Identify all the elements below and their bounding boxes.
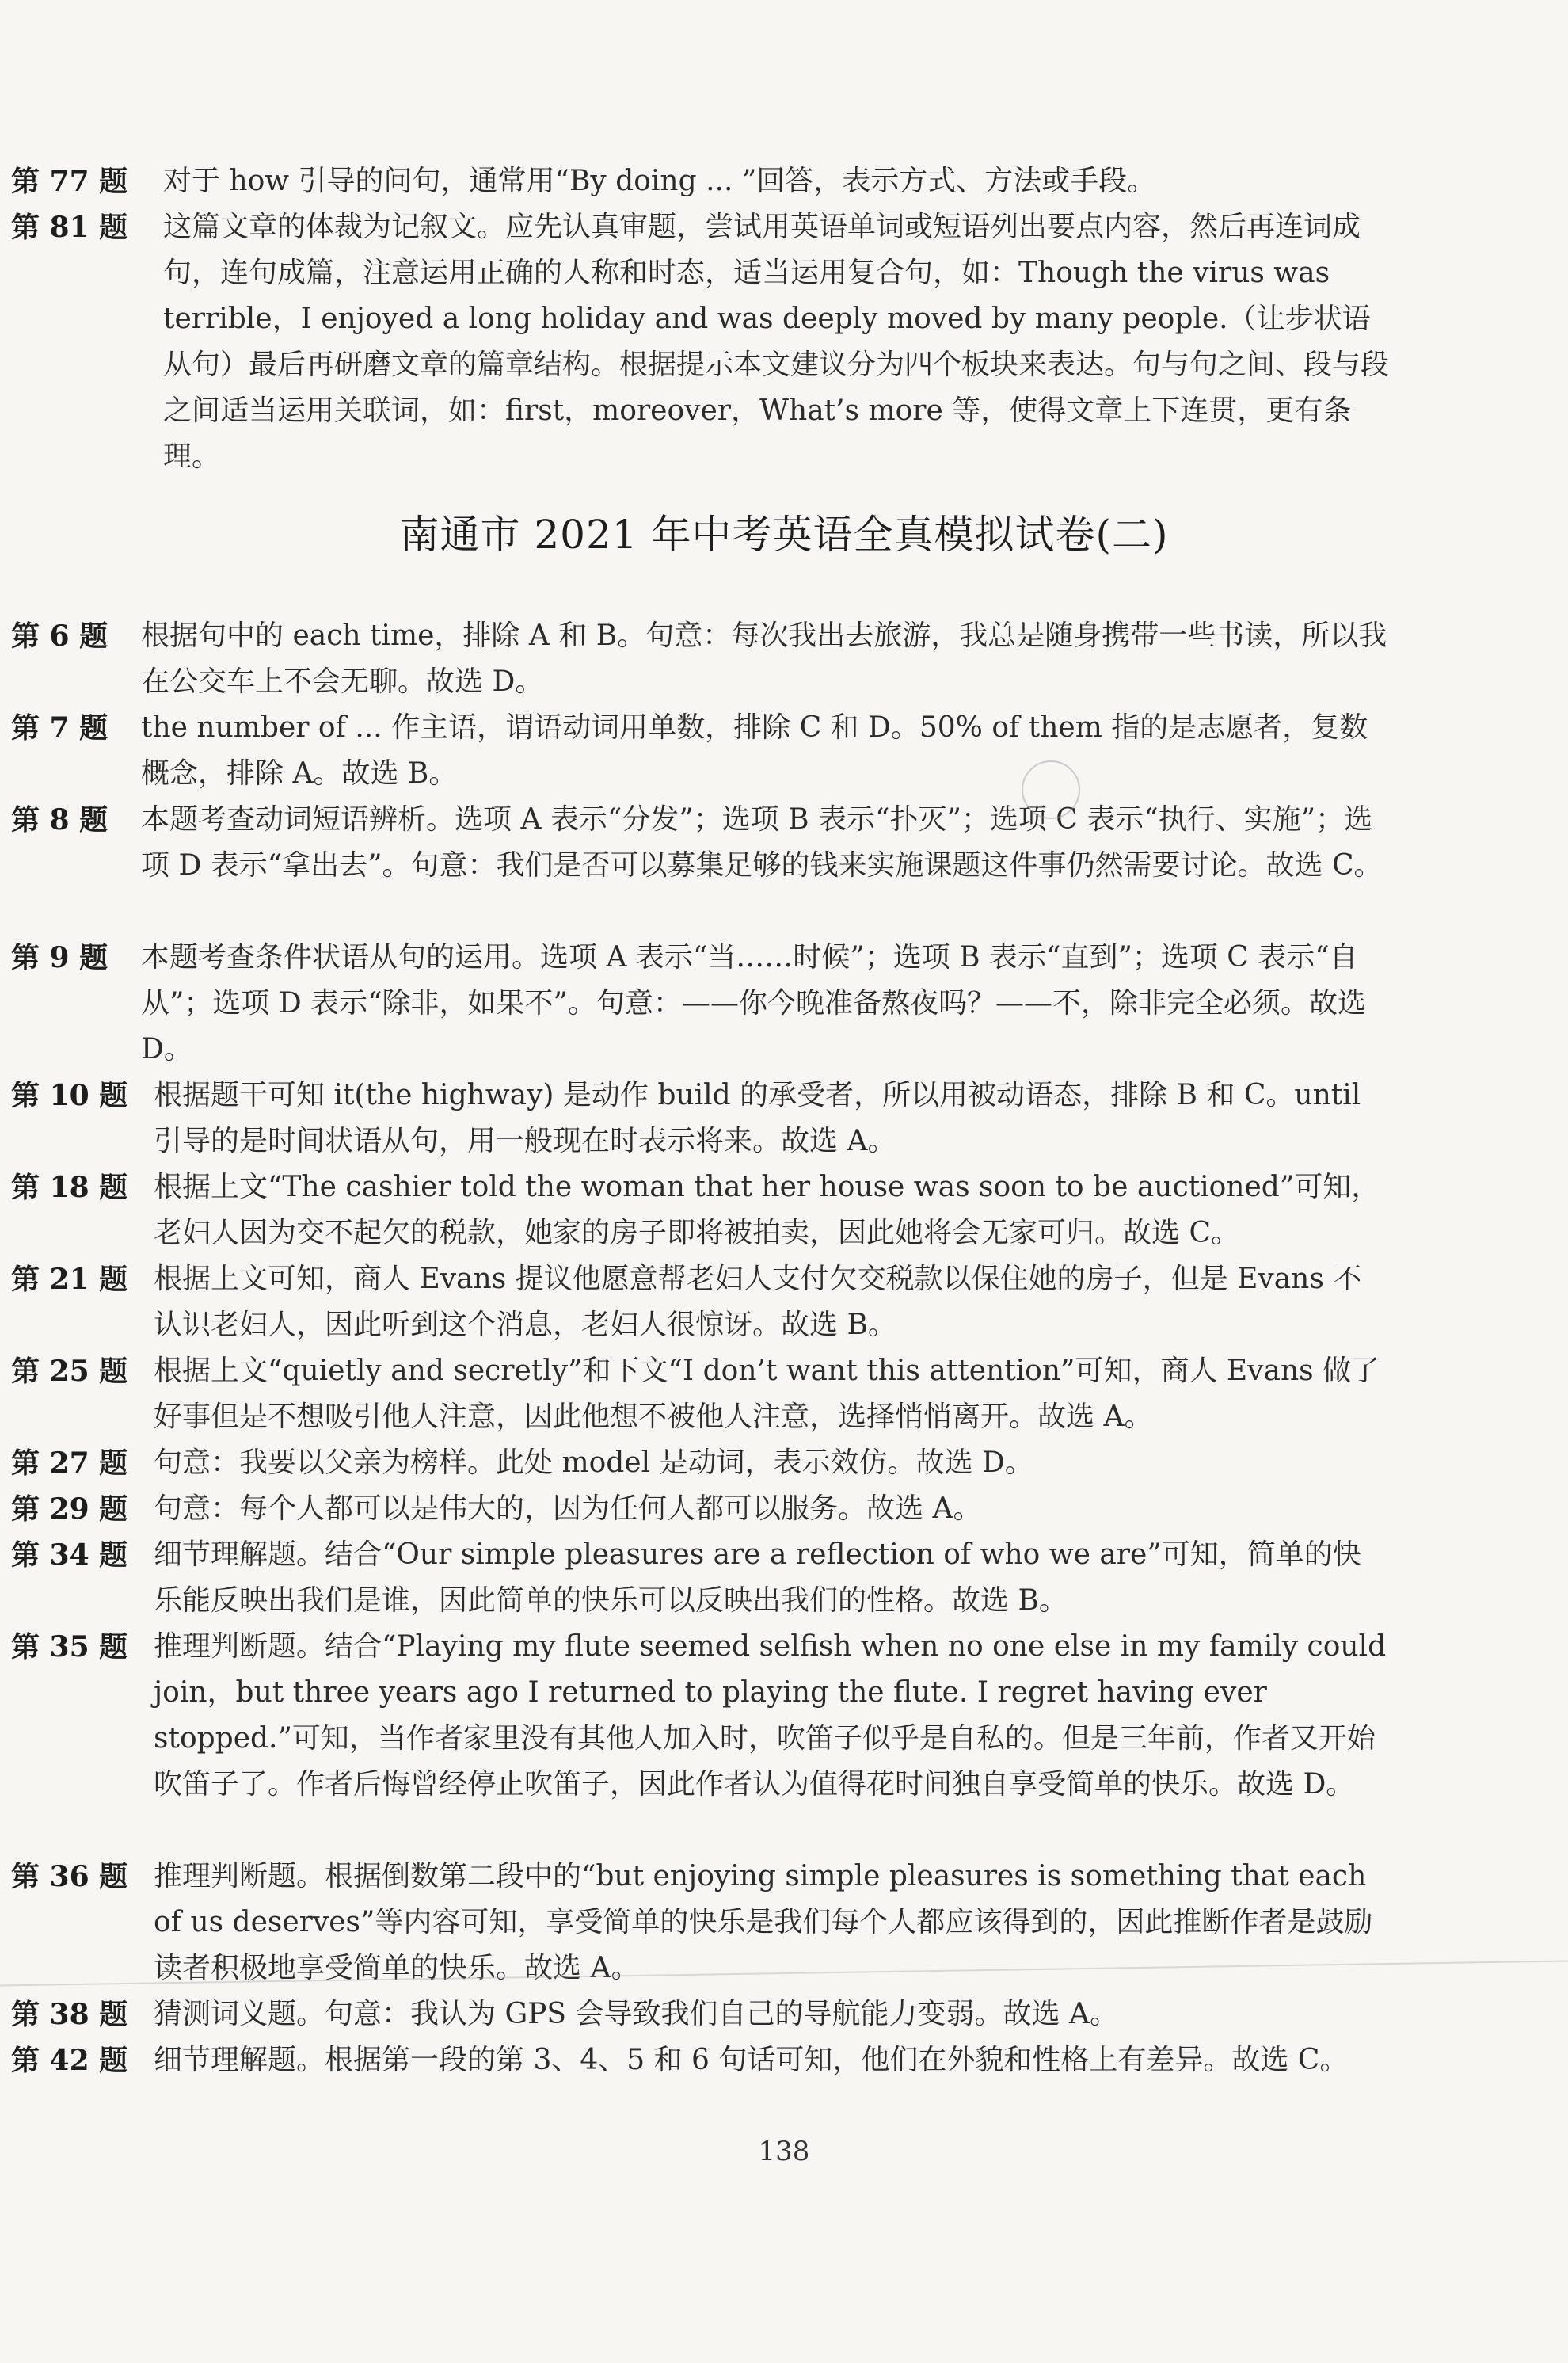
question-number: 第 7 题 (11, 711, 108, 745)
faint-stamp-mark (1022, 760, 1080, 819)
question-number: 第 77 题 (11, 165, 128, 198)
explanation-text: 对于 how 引导的问句，通常用“By doing ... ”回答，表示方式、方法或手段。 (163, 165, 1156, 197)
answer-entry-35 (11, 1624, 1389, 1808)
question-number: 第 34 题 (11, 1538, 128, 1572)
answer-entry-8 (11, 797, 1389, 889)
question-number: 第 27 题 (11, 1446, 128, 1480)
explanation-text: 根据上文“quietly and secretly”和下文“I don’t want this attention”可知，商人 Evans 做了好事但是不想吸引他人注意，因此他想不被他人注意，选择悄悄离开。故选 A。 (154, 1355, 1380, 1433)
explanation-text: 推理判断题。结合“Playing my flute seemed selfish when no one else in my family could join，but three years ago I returned to playing the flute. I regret having ever stopped.”可知，当作者家里没有其他人加入时，吹笛子似乎是自私的。但是三年前，作者又开始吹笛子了。作者后悔曾经停止吹笛子，因此作者认为值得花时间独自享受简单的快乐。故选 D。 (154, 1630, 1387, 1801)
page-number: 138 (758, 2136, 810, 2167)
answer-entry-36 (11, 1854, 1389, 1991)
explanation-text: 这篇文章的体裁为记叙文。应先认真审题，尝试用英语单词或短语列出要点内容，然后再连词成句，连句成篇，注意运用正确的人称和时态，适当运用复合句，如：Though the virus was terrible，I enjoyed a long holiday and was deeply moved by many people.（让步状语从句）最后再研磨文章的篇章结构。根据提示本文建议分为四个板块来表达。句与句之间、段与段之间适当运用关联词，如：first，moreover，What’s more 等，使得文章上下连贯，更有条理。 (163, 211, 1390, 473)
section-title: 南通市 2021 年中考英语全真模拟试卷(二) (399, 512, 1169, 558)
explanation-text: 细节理解题。结合“Our simple pleasures are a reflection of who we are”可知，简单的快乐能反映出我们是谁，因此简单的快乐可以反映出我们的性格。故选 B。 (154, 1538, 1361, 1617)
answer-entry-42 (11, 2037, 1389, 2083)
question-number: 第 6 题 (11, 619, 108, 653)
explanation-text: 根据上文可知，商人 Evans 提议他愿意帮老妇人支付欠交税款以保住她的房子，但是 Evans 不认识老妇人，因此听到这个消息，老妇人很惊讶。故选 B。 (154, 1263, 1362, 1341)
answer-entry-38 (11, 1991, 1389, 2037)
explanation-text: 根据题干可知 it(the highway) 是动作 build 的承受者，所以用被动语态，排除 B 和 C。until 引导的是时间状语从句，用一般现在时表示将来。故选 A。 (154, 1079, 1361, 1157)
question-number: 第 25 题 (11, 1355, 128, 1388)
explanation-text: the number of ... 作主语，谓语动词用单数，排除 C 和 D。50% of them 指的是志愿者，复数概念，排除 A。故选 B。 (141, 711, 1368, 790)
question-number: 第 36 题 (11, 1860, 128, 1893)
answer-entry-77 (11, 158, 1389, 204)
question-number: 第 10 题 (11, 1079, 128, 1112)
question-number: 第 42 题 (11, 2044, 128, 2077)
question-number: 第 38 题 (11, 1998, 128, 2031)
answer-entry-29 (11, 1486, 1389, 1532)
explanation-text: 本题考查条件状语从句的运用。选项 A 表示“当……时候”；选项 B 表示“直到”；选项 C 表示“自从”；选项 D 表示“除非，如果不”。句意：——你今晚准备熬夜吗？——不，除非完全必须。故选 D。 (141, 941, 1366, 1065)
explanation-text: 猜测词义题。句意：我认为 GPS 会导致我们自己的导航能力变弱。故选 A。 (154, 1998, 1118, 2030)
answer-entry-25 (11, 1348, 1389, 1440)
answer-entry-10 (11, 1073, 1389, 1164)
explanation-text: 句意：每个人都可以是伟大的，因为任何人都可以服务。故选 A。 (154, 1492, 982, 1525)
answer-entry-81 (11, 204, 1389, 480)
explanation-text: 句意：我要以父亲为榜样。此处 model 是动词，表示效仿。故选 D。 (154, 1446, 1033, 1479)
explanation-text: 根据句中的 each time，排除 A 和 B。句意：每次我出去旅游，我总是随身携带一些书读，所以我在公交车上不会无聊。故选 D。 (141, 619, 1387, 698)
question-number: 第 8 题 (11, 803, 108, 837)
question-number: 第 81 题 (11, 211, 128, 244)
explanation-text: 推理判断题。根据倒数第二段中的“but enjoying simple pleasures is something that each of us deserves”等内容可知，享受简单的快乐是我们每个人都应该得到的，因此推断作者是鼓励读者积极地享受简单的快乐。故选 A。 (154, 1860, 1373, 1984)
explanation-text: 本题考查动词短语辨析。选项 A 表示“分发”；选项 B 表示“扑灭”；选项 C 表示“执行、实施”；选项 D 表示“拿出去”。句意：我们是否可以募集足够的钱来实施课题这件事仍然需要讨论。故选 C。 (141, 803, 1383, 882)
question-number: 第 35 题 (11, 1630, 128, 1664)
answer-entry-6 (11, 613, 1389, 705)
answer-entry-34 (11, 1532, 1389, 1624)
answer-entry-9 (11, 935, 1389, 1073)
answer-entry-21 (11, 1256, 1389, 1348)
answer-entry-18 (11, 1164, 1389, 1256)
answer-entry-27 (11, 1440, 1389, 1486)
explanation-text: 根据上文“The cashier told the woman that her house was soon to be auctioned”可知，老妇人因为交不起欠的税款，她家的房子即将被拍卖，因此她将会无家可归。故选 C。 (154, 1171, 1380, 1249)
explanation-text: 细节理解题。根据第一段的第 3、4、5 和 6 句话可知，他们在外貌和性格上有差异。故选 C。 (154, 2044, 1349, 2076)
answer-entry-7 (11, 705, 1389, 797)
question-number: 第 18 题 (11, 1171, 128, 1204)
question-number: 第 9 题 (11, 941, 108, 974)
question-number: 第 21 题 (11, 1263, 128, 1296)
question-number: 第 29 题 (11, 1492, 128, 1526)
